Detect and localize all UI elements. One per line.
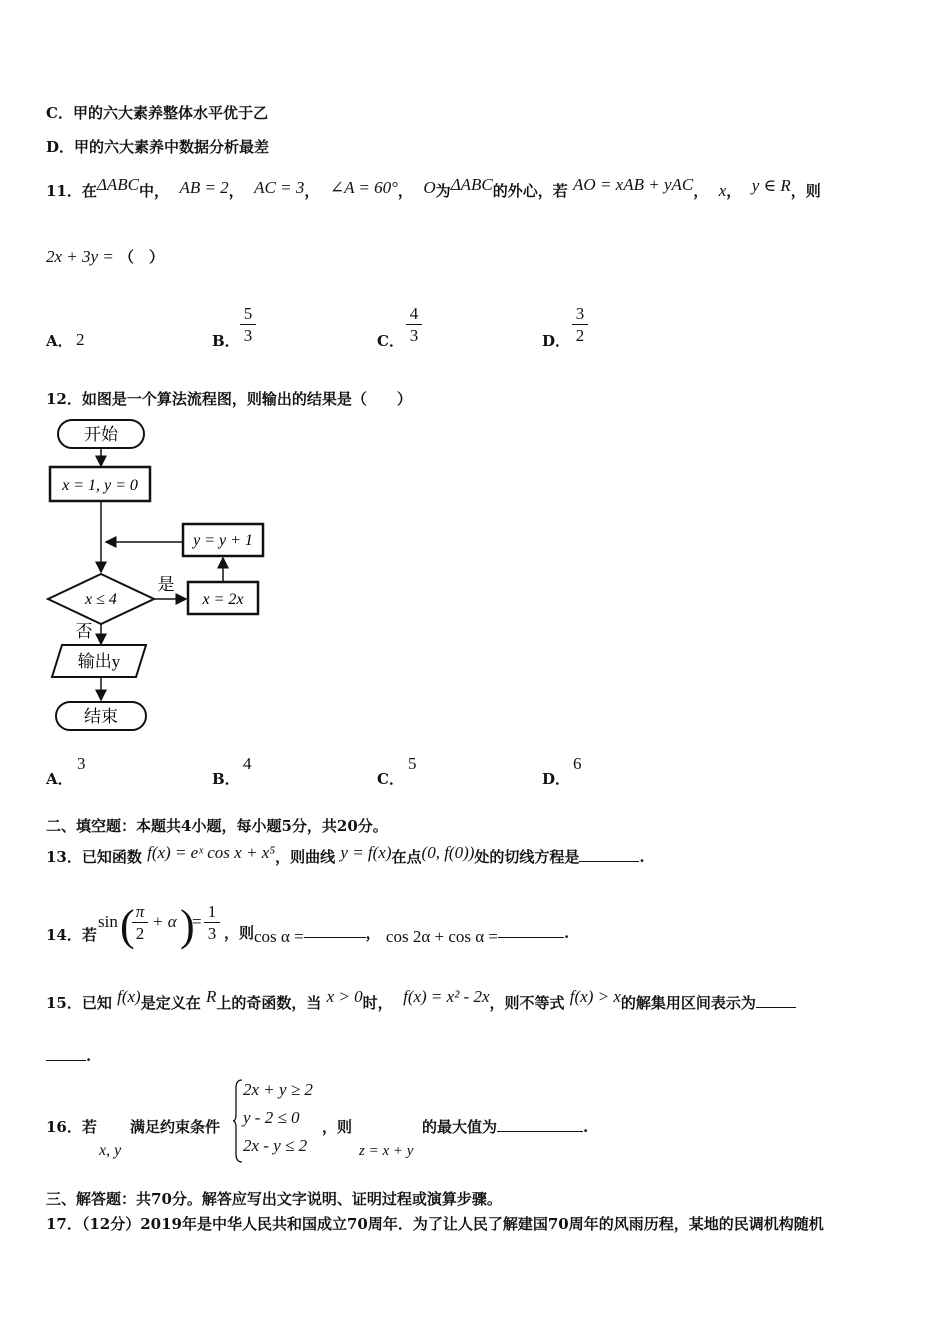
q14-cos-alpha: cos α = [254,927,304,946]
fraction-numerator: π [132,902,148,923]
q13-text: ，则曲线 [275,848,336,866]
flow-output-label: 输出y [77,652,121,671]
q11-comma: ， [228,182,244,200]
section-3-heading: 三、解答题：共70分。解答应写出文字说明、证明过程或演算步骤。 [46,1190,502,1208]
q15-text: 是定义在 [140,994,201,1012]
fraction-denominator: 3 [207,924,217,943]
q14-right-paren: ) [180,901,195,950]
q13-end: . [639,848,645,866]
option-d-q10: D．甲的六大素养中数据分析最差 [46,138,270,156]
flow-update-y-label: y = y + 1 [193,532,253,549]
q16-constraint-text: 满足约束条件 [130,1118,221,1136]
q13-function: f(x) = eˣ cos x + x⁵ [147,843,276,862]
q11-triangle-2: ΔABC [450,175,493,194]
q11-o: O [423,178,436,197]
q14-tail [224,922,570,946]
flow-no-label: 否 [75,622,93,641]
answer-blank[interactable] [497,1117,583,1132]
question-12: 12．如图是一个算法流程图，则输出的结果是（ ） [46,390,412,408]
question-13 [46,843,645,867]
q11-comma: ， [304,182,320,200]
q16-constraint-2: y - 2 ≤ 0 [243,1108,300,1127]
q11-expression-line [46,246,164,267]
q11-ac: AC = 3 [254,178,305,197]
q16-constraint-1: 2x + y ≥ 2 [243,1080,313,1099]
q15-cond: x > 0 [326,987,363,1006]
q11-paren: （ ） [119,248,165,266]
q14-text: ，则 [224,924,255,942]
q12-option-c-value: 5 [408,754,417,773]
q12-option-a-label: A． [46,770,73,788]
q14-result-fraction [204,902,220,945]
q14-pi-fraction [132,902,148,945]
q16-vars: x, y [99,1142,122,1159]
fraction-numerator: 5 [240,304,256,325]
answer-blank[interactable] [756,993,796,1008]
q15-end: . [86,1047,92,1065]
fraction-numerator: 1 [204,902,220,923]
q11-option-b-label: B． [212,332,240,350]
q14-text: ， [365,924,381,942]
section-2-heading: 二、填空题：本题共4小题，每小题5分，共20分。 [46,817,388,835]
q12-option-b-value: 4 [243,754,252,773]
q11-option-d-fraction [572,304,588,347]
q12-option-d-value: 6 [573,754,582,773]
q15-continuation [46,1046,91,1065]
q16-objective: z = x + y [359,1143,414,1159]
q11-triangle: ΔABC [96,175,139,194]
q11-vector-eq: AO = xAB + yAC [573,175,694,194]
q15-r: R [205,987,217,1006]
fraction-denominator: 3 [409,326,419,345]
q11-expr: 2x + 3y = [46,247,114,266]
option-c-q10: C．甲的六大素养整体水平优于乙 [46,104,268,122]
fraction-numerator: 3 [572,304,588,325]
q11-comma: ， [693,182,709,200]
q15-text: 上的奇函数，当 [216,994,322,1012]
q11-option-a-label: A． [46,332,73,350]
q12-option-c-label: C． [377,770,404,788]
q13-text: 处的切线方程是 [474,848,580,866]
q11-comma: ， [726,182,742,200]
q15-text: 的解集用区间表示为 [620,994,756,1012]
q15-inequality: f(x) > x [569,987,621,1006]
q14-equals: = [192,912,202,931]
q16-constraint-3: 2x - y ≤ 2 [243,1136,308,1155]
fraction-numerator: 4 [406,304,422,325]
q14-num: 14．若 [46,926,97,944]
q16-tail [422,1116,588,1137]
flow-yes-label: 是 [157,575,175,594]
question-17: 17．（12分）2019年是中华人民共和国成立70周年．为了让人民了解建国70周年的风雨历程，某地的民调机构随机 [46,1215,824,1233]
q13-text: 13．已知函数 [46,848,142,866]
q11-text: 中， [138,182,169,200]
q11-option-c-fraction [406,304,422,347]
q11-yr: y ∈ R [751,176,791,195]
q14-plus-alpha: + α [152,912,177,931]
flow-double-x-label: x = 2x [202,591,244,608]
q14-left-paren: ( [120,901,135,950]
q15-text: 15．已知 [46,994,112,1012]
q11-text: 为 [435,182,451,200]
q13-text: 在点 [391,848,422,866]
q16-num: 16．若 [46,1118,97,1136]
q15-text: ，则不等式 [489,994,565,1012]
q11-ab: AB = 2 [179,178,229,197]
answer-blank[interactable] [498,923,564,938]
q16-text: 的最大值为 [422,1118,498,1136]
q12-option-b-label: B． [212,770,240,788]
q11-x: x [718,181,727,200]
q11-text: ，则 [790,182,821,200]
question-15 [46,987,796,1013]
q12-option-a-value: 3 [77,754,86,773]
flowchart [40,412,280,742]
q11-angle: ∠A = 60° [329,178,398,197]
q15-fx: f(x) [117,987,141,1006]
fraction-denominator: 2 [135,924,145,943]
q11-comma: ， [397,182,413,200]
q12-option-d-label: D． [542,770,571,788]
q11-text: 的外心，若 [492,182,568,200]
flow-start-label: 开始 [84,425,118,444]
fraction-denominator: 2 [575,326,585,345]
q11-option-c-label: C． [377,332,404,350]
q13-curve: y = f(x) [340,843,392,862]
flow-end-label: 结束 [84,707,118,726]
q14-sin: sin [98,912,118,931]
flow-condition-label: x ≤ 4 [85,591,117,608]
q15-definition: f(x) = x² - 2x [403,987,490,1006]
q16-end: . [583,1118,589,1136]
fraction-denominator: 3 [243,326,253,345]
q14-end: . [563,924,570,942]
answer-blank[interactable] [46,1046,86,1061]
q14-cos-2alpha: cos 2α + cos α = [385,927,498,946]
q11-option-b-fraction [240,304,256,347]
answer-blank[interactable] [304,923,366,938]
q16-then: ，则 [322,1118,353,1136]
q11-option-d-label: D． [542,332,571,350]
question-11 [46,175,821,201]
q13-point: (0, f(0)) [421,843,475,862]
q11-option-a-value: 2 [76,330,85,349]
flow-init-label: x = 1, y = 0 [62,477,138,494]
q15-text: 时， [362,994,393,1012]
answer-blank[interactable] [579,847,639,862]
q11-num: 11．在 [46,182,97,200]
